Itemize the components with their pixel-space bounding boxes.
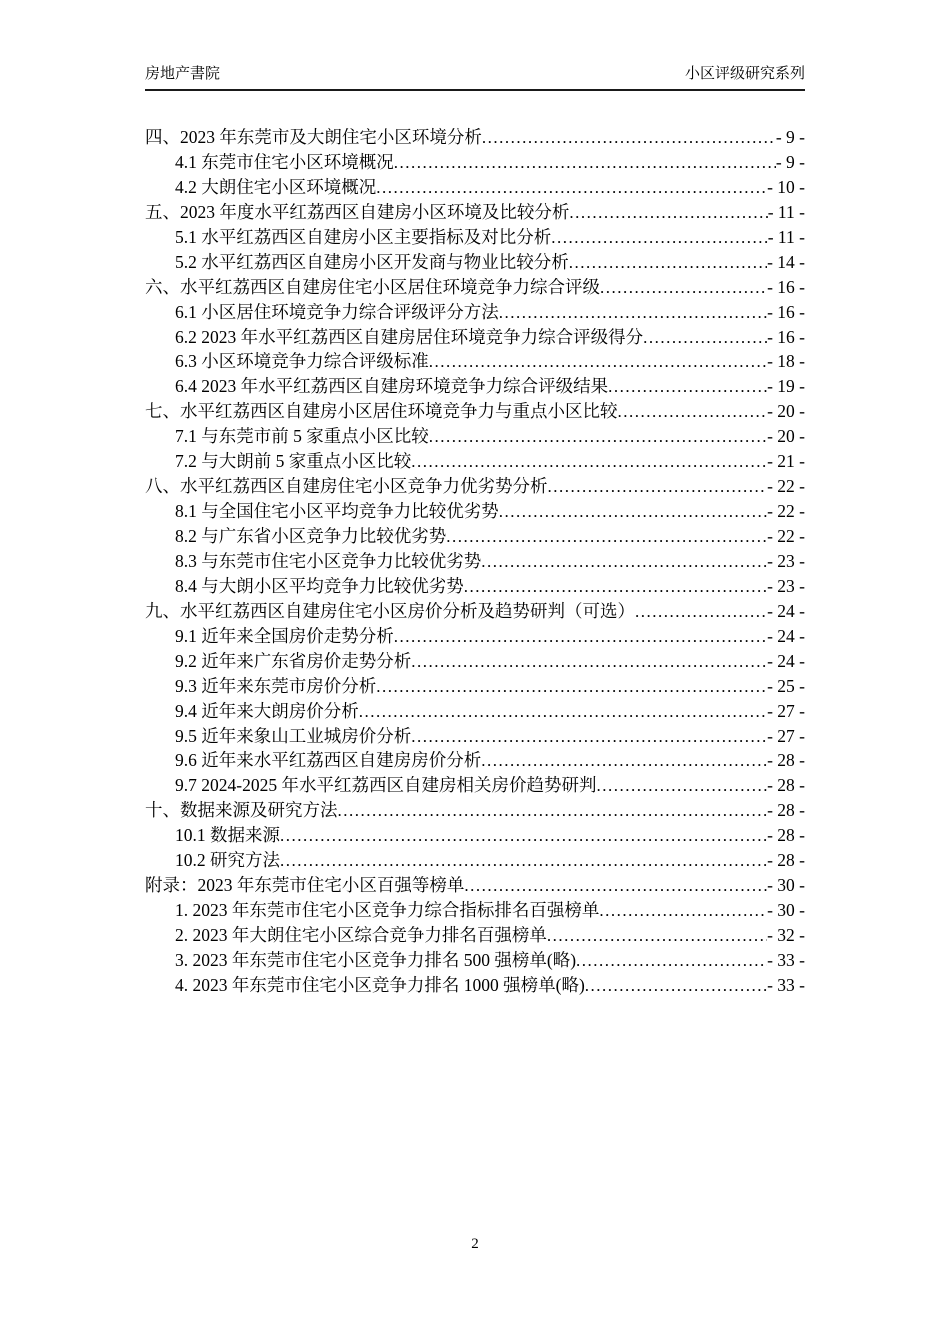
toc-entry-title: 附录：2023 年东莞市住宅小区百强等榜单 xyxy=(145,875,465,896)
toc-entry-title: 7.1 与东莞市前 5 家重点小区比较 xyxy=(175,426,429,447)
toc-entry-title: 七、水平红荔西区自建房小区居住环境竞争力与重点小区比较 xyxy=(145,401,618,422)
toc-entry xyxy=(145,224,805,249)
toc-entry-page: - 16 - xyxy=(767,301,805,322)
toc-entry xyxy=(145,124,805,149)
toc-entry-page: - 22 - xyxy=(767,476,805,497)
dot-leader xyxy=(551,227,767,248)
page-footer xyxy=(0,1236,950,1253)
toc-entry-page: - 28 - xyxy=(767,750,805,771)
toc-entry-title: 5.2 水平红荔西区自建房小区开发商与物业比较分析 xyxy=(175,251,569,272)
toc-entry-page: - 28 - xyxy=(767,775,805,796)
toc-entry-page: - 23 - xyxy=(767,550,805,571)
dot-leader xyxy=(548,476,768,497)
toc-entry-title: 8.4 与大朗小区平均竞争力比较优劣势 xyxy=(175,575,464,596)
toc-entry-page: - 11 - xyxy=(767,201,805,222)
toc-entry xyxy=(145,947,805,972)
dot-leader xyxy=(547,925,767,946)
toc-entry xyxy=(145,199,805,224)
toc-entry xyxy=(145,972,805,997)
dot-leader xyxy=(569,202,767,223)
toc-entry-title: 10.2 研究方法 xyxy=(175,850,280,871)
toc-entry-page: - 28 - xyxy=(767,850,805,871)
toc-entry-page: - 20 - xyxy=(767,426,805,447)
toc-entry xyxy=(145,922,805,947)
dot-leader xyxy=(635,601,767,622)
dot-leader xyxy=(429,426,767,447)
dot-leader xyxy=(359,701,767,722)
dot-leader xyxy=(446,526,767,547)
dot-leader xyxy=(643,327,767,348)
page-number: 2 xyxy=(471,1236,479,1252)
toc-entry-page: - 30 - xyxy=(767,875,805,896)
toc-entry-title: 4. 2023 年东莞市住宅小区竞争力排名 1000 强榜单(略) xyxy=(175,974,585,995)
dot-leader xyxy=(464,576,767,597)
toc-entry-title: 8.3 与东莞市住宅小区竞争力比较优劣势 xyxy=(175,550,482,571)
header-right-series: 小区评级研究系列 xyxy=(684,65,805,82)
toc-entry-page: - 18 - xyxy=(767,351,805,372)
toc-entry-page: - 33 - xyxy=(767,949,805,970)
dot-leader xyxy=(481,551,767,572)
toc-entry-page: - 28 - xyxy=(767,825,805,846)
toc-entry xyxy=(145,473,805,498)
dot-leader xyxy=(464,875,767,896)
toc-entry-title: 9.7 2024-2025 年水平红荔西区自建房相关房价趋势研判 xyxy=(175,775,597,796)
toc-entry-page: - 27 - xyxy=(767,700,805,721)
toc-entry-title: 四、2023 年东莞市及大朗住宅小区环境分析 xyxy=(145,127,482,147)
toc-entry xyxy=(145,174,805,199)
toc-entry-page: - 20 - xyxy=(767,401,805,422)
toc-entry-page: - 25 - xyxy=(767,675,805,696)
toc-entry-title: 9.6 近年来水平红荔西区自建房房价分析 xyxy=(175,750,482,771)
toc-entry xyxy=(145,573,805,598)
dot-leader xyxy=(608,376,767,397)
dot-leader xyxy=(394,152,776,173)
toc-entry-page: - 24 - xyxy=(767,650,805,671)
toc-entry-page: - 23 - xyxy=(767,575,805,596)
toc-entry-title: 7.2 与大朗前 5 家重点小区比较 xyxy=(175,451,412,472)
toc-entry xyxy=(145,299,805,324)
toc-entry-page: - 14 - xyxy=(767,251,805,272)
toc-entry-page: - 11 - xyxy=(767,226,805,247)
dot-leader xyxy=(600,277,767,298)
dot-leader xyxy=(280,850,767,871)
toc-entry-title: 10.1 数据来源 xyxy=(175,825,280,846)
toc-entry xyxy=(145,423,805,448)
toc-entry-page: - 28 - xyxy=(767,800,805,821)
toc-entry-title: 4.1 东莞市住宅小区环境概况 xyxy=(175,151,394,172)
toc-entry-title: 9.1 近年来全国房价走势分析 xyxy=(175,625,394,646)
toc-entry-title: 9.2 近年来广东省房价走势分析 xyxy=(175,650,412,671)
toc-entry xyxy=(145,747,805,772)
toc-entry-page: - 21 - xyxy=(767,451,805,472)
toc-entry-title: 9.4 近年来大朗房价分析 xyxy=(175,700,359,721)
dot-leader xyxy=(280,825,767,846)
dot-leader xyxy=(394,626,767,647)
toc-entry-page: - 16 - xyxy=(767,276,805,297)
dot-leader xyxy=(411,451,767,472)
toc-entry-page: - 22 - xyxy=(767,526,805,546)
toc-entry xyxy=(145,847,805,872)
toc-entry xyxy=(145,797,805,822)
toc-entry xyxy=(145,698,805,723)
toc-entry-page: - 16 - xyxy=(767,326,805,347)
toc-entry xyxy=(145,398,805,423)
toc-entry xyxy=(145,598,805,623)
toc-entry-title: 6.1 小区居住环境竞争力综合评级评分方法 xyxy=(175,301,499,322)
toc-entry-title: 6.4 2023 年水平红荔西区自建房环境竞争力综合评级结果 xyxy=(175,376,609,397)
toc-entry xyxy=(145,548,805,573)
toc-entry-title: 5.1 水平红荔西区自建房小区主要指标及对比分析 xyxy=(175,226,552,247)
toc-entry xyxy=(145,648,805,673)
toc-entry-title: 六、水平红荔西区自建房住宅小区居住环境竞争力综合评级 xyxy=(145,276,600,297)
dot-leader xyxy=(499,302,767,323)
toc-entry-title: 八、水平红荔西区自建房住宅小区竞争力优劣势分析 xyxy=(145,476,548,497)
toc-entry xyxy=(145,498,805,523)
toc-entry-title: 6.2 2023 年水平红荔西区自建房居住环境竞争力综合评级得分 xyxy=(175,326,644,347)
toc-entry-page: - 9 - xyxy=(775,151,805,172)
toc-entry xyxy=(145,448,805,473)
toc-entry xyxy=(145,822,805,847)
toc-entry xyxy=(145,623,805,648)
toc-entry-title: 6.3 小区环境竞争力综合评级标准 xyxy=(175,351,429,372)
dot-leader xyxy=(481,750,767,771)
toc-entry-title: 9.3 近年来东莞市房价分析 xyxy=(175,675,377,696)
toc-entry-page: - 30 - xyxy=(767,900,805,921)
toc-entry-title: 1. 2023 年东莞市住宅小区竞争力综合指标排名百强榜单 xyxy=(175,900,600,921)
toc-entry-page: - 32 - xyxy=(767,925,805,945)
toc-entry-title: 8.2 与广东省小区竞争力比较优劣势 xyxy=(175,526,447,546)
toc-entry-title: 五、2023 年度水平红荔西区自建房小区环境及比较分析 xyxy=(145,201,570,222)
toc-entry-page: - 10 - xyxy=(767,176,805,197)
toc-entry-title: 8.1 与全国住宅小区平均竞争力比较优劣势 xyxy=(175,501,499,522)
dot-leader xyxy=(618,401,768,422)
toc-entry-page: - 22 - xyxy=(767,501,805,522)
toc-entry xyxy=(145,723,805,748)
toc-entry xyxy=(145,149,805,174)
dot-leader xyxy=(429,351,767,372)
toc-entry-title: 九、水平红荔西区自建房住宅小区房价分析及趋势研判（可选） xyxy=(145,600,635,621)
header-left-brand: 房地产書院 xyxy=(145,65,221,82)
toc-entry xyxy=(145,673,805,698)
toc-entry-page: - 19 - xyxy=(767,376,805,397)
dot-leader xyxy=(576,950,767,971)
toc-list xyxy=(145,124,805,997)
toc-entry-page: - 24 - xyxy=(767,600,805,621)
dot-leader xyxy=(482,127,776,148)
dot-leader xyxy=(585,975,767,996)
toc-entry-title: 9.5 近年来象山工业城房价分析 xyxy=(175,725,412,746)
toc-entry xyxy=(145,772,805,797)
dot-leader xyxy=(499,501,767,522)
toc-entry-page: - 9 - xyxy=(775,127,805,147)
toc-entry xyxy=(145,348,805,373)
toc-entry xyxy=(145,872,805,897)
toc-entry xyxy=(145,274,805,299)
dot-leader xyxy=(599,900,767,921)
dot-leader xyxy=(569,252,767,273)
dot-leader xyxy=(376,177,767,198)
toc-entry-title: 十、数据来源及研究方法 xyxy=(145,800,338,821)
toc-entry-title: 2. 2023 年大朗住宅小区综合竞争力排名百强榜单 xyxy=(175,925,547,945)
toc-entry xyxy=(145,523,805,548)
toc-entry xyxy=(145,897,805,922)
dot-leader xyxy=(376,676,767,697)
toc-entry-page: - 27 - xyxy=(767,725,805,746)
dot-leader xyxy=(411,651,767,672)
toc-entry-page: - 33 - xyxy=(767,974,805,995)
dot-leader xyxy=(338,800,768,821)
toc-entry xyxy=(145,249,805,274)
dot-leader xyxy=(411,726,767,747)
toc-entry-title: 3. 2023 年东莞市住宅小区竞争力排名 500 强榜单(略) xyxy=(175,949,577,970)
toc-entry-title: 4.2 大朗住宅小区环境概况 xyxy=(175,176,377,197)
dot-leader xyxy=(596,775,767,796)
page-header xyxy=(145,64,805,91)
toc-entry-page: - 24 - xyxy=(767,625,805,646)
toc-entry xyxy=(145,324,805,349)
toc-entry xyxy=(145,373,805,398)
